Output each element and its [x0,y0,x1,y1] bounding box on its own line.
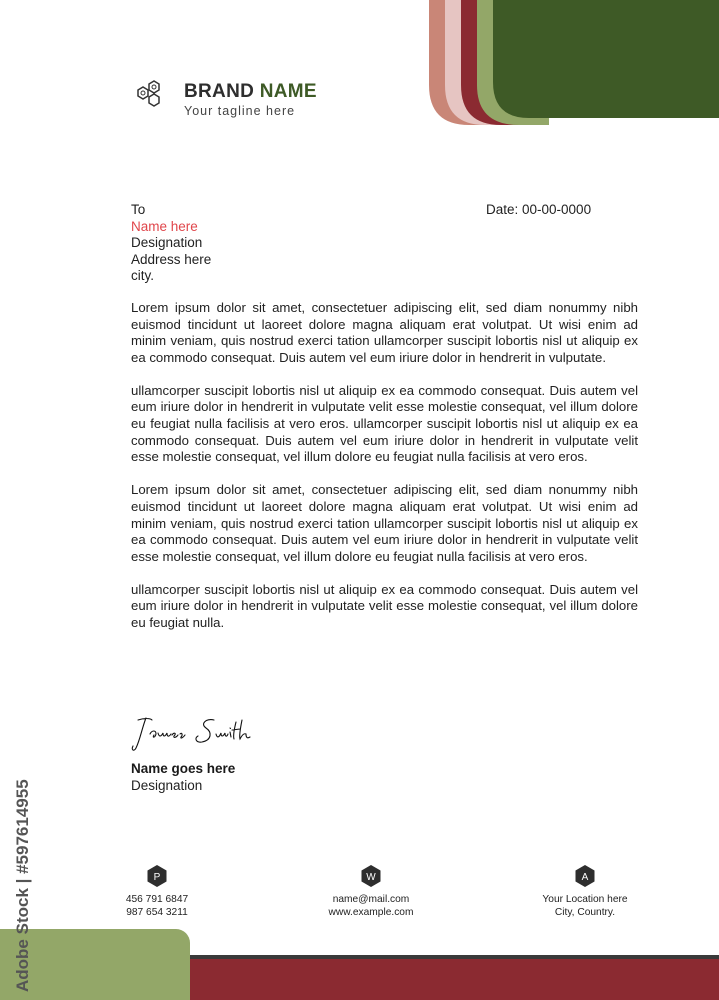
address-line-2: City, Country. [554,906,616,918]
handwritten-signature [128,708,258,758]
contact-address [505,864,665,919]
contact-phone [77,864,237,919]
recipient-address: Address here [131,251,212,267]
phone-icon-letter: P [153,872,161,883]
brand-logo [130,80,317,120]
letter-body [131,300,638,648]
brand-name-part2: NAME [259,81,317,102]
letter-date: Date: 00-00-0000 [486,202,592,217]
website-line: www.example.com [328,906,414,918]
hexagon-logo-icon [130,80,166,120]
brand-name [184,82,317,101]
address-icon-letter: A [581,872,589,883]
phone-line-1: 456 791 6847 [125,894,189,905]
body-paragraph: ullamcorper suscipit lobortis nisl ut aliquip ex ea commodo consequat. Duis autem vel eum iriure dolor in hendrerit in vulputate velit esse molestie consequat, vel illum dolore eu feugiat nulla facilisis at vero eros. ullamcorper suscipit lobortis nisl ut aliquip ex ea commodo consequat. Duis autem vel eum iriure dolor in hendrerit in vulputate velit esse molestie consequat, vel illum dolore eu feugiat nulla facilisis at vero eros. [131,382,638,465]
recipient-block [131,202,211,285]
stock-watermark-id [6,762,36,992]
svg-text:Adobe Stock | #597614955: Adobe Stock | #597614955 [13,779,32,992]
signer-block [131,760,235,794]
email-line: name@mail.com [332,894,410,905]
brand-name-part1: BRAND [184,81,255,102]
web-hexagon-icon [360,864,382,888]
address-hexagon-icon [574,864,596,888]
recipient-designation: Designation [131,235,203,250]
body-paragraph: Lorem ipsum dolor sit amet, consectetuer adipiscing elit, sed diam nonummy nibh euismod tincidunt ut laoreet dolore magna aliquam erat volutpat. Ut wisi enim ad minim veniam, quis nostrud exerci tation ullamcorper suscipit lobortis nisl ut aliquip ex ea commodo consequat. Duis autem vel eum iriure dolor in hendrerit in vulputate velit esse molestie consequat, vel illum dolore eu feugiat nulla facilisis at vero eros. [131,482,638,564]
web-icon-letter: W [366,872,376,883]
recipient-to-label: To [131,202,146,217]
body-paragraph: Lorem ipsum dolor sit amet, consectetuer adipiscing elit, sed diam nonummy nibh euismod tincidunt ut laoreet dolore magna aliquam erat volutpat. Ut wisi enim ad minim veniam, quis nostrud exerci tation ullamcorper suscipit lobortis nisl ut aliquip ex ea commodo consequat. Duis autem vel eum iriure dolor in hendrerit in vulputate. [131,300,638,365]
body-paragraph: ullamcorper suscipit lobortis nisl ut aliquip ex ea commodo consequat. Duis autem vel eum iriure dolor in hendrerit in vulputate velit esse molestie consequat, vel illum dolore eu feugiat nulla. [131,581,638,630]
phone-hexagon-icon [146,864,168,888]
phone-line-2: 987 654 3211 [126,906,188,918]
recipient-city: city. [131,268,154,283]
address-line-1: Your Location here [542,894,628,905]
recipient-name: Name here [131,218,198,234]
signer-name: Name goes here [131,761,236,776]
header-decoration [429,0,719,125]
footer-maroon-bar [190,959,719,1000]
brand-tagline: Your tagline here [184,104,296,118]
signer-designation: Designation [131,778,203,793]
contact-web [291,864,451,919]
